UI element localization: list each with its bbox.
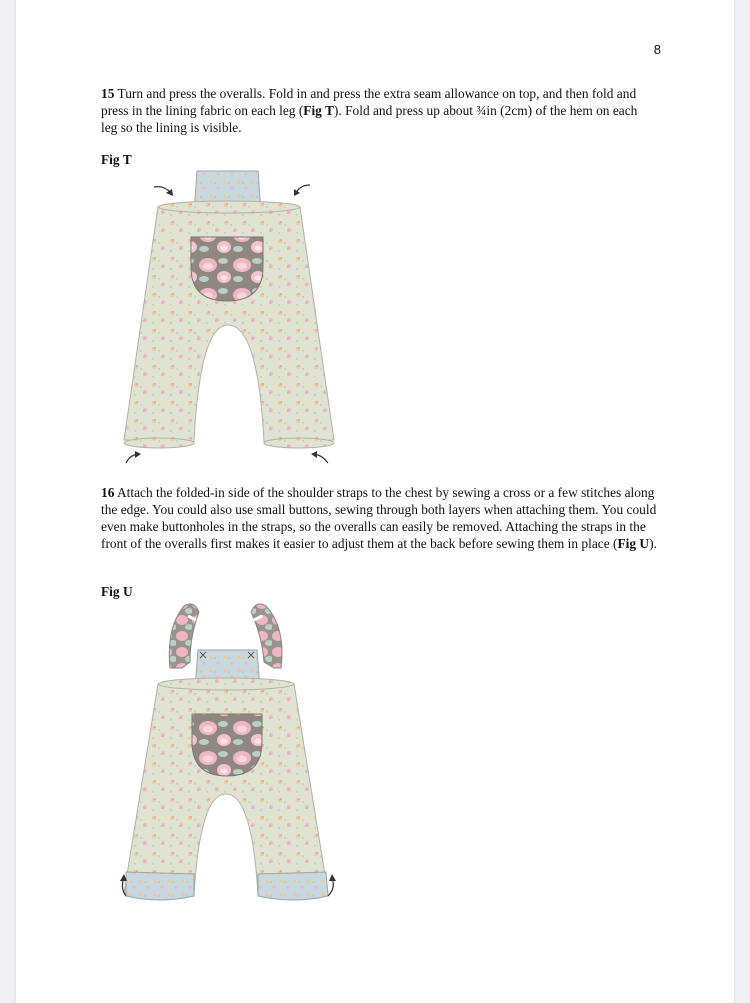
step-16-fig-ref: Fig U — [617, 536, 650, 551]
page-number: 8 — [653, 42, 661, 57]
step-15-text-b: ). Fold and press up about ¾in (2cm) of the hem on each leg so the lining is visible. — [101, 103, 638, 135]
step-16-number: 16 — [101, 485, 115, 500]
fig-t-illustration — [96, 165, 356, 470]
fig-u-label: Fig U — [101, 584, 133, 599]
step-16-text-b: ). — [649, 536, 657, 551]
document-page — [16, 0, 734, 1003]
step-16-paragraph — [101, 484, 657, 552]
step-15-paragraph — [101, 85, 657, 136]
fig-u-illustration — [96, 598, 356, 910]
step-15-number: 15 — [101, 86, 115, 101]
step-15-text-a: Turn and press the overalls. Fold in and press the extra seam allowance on top, and then fold and press in the lining fabric on each leg ( — [101, 86, 637, 118]
step-16-text-a: Attach the folded-in side of the shoulder straps to the chest by sewing a cross or a few stitches along the edge. You could also use small buttons, sewing through both layers when attaching them. You could even make buttonholes in the straps, so the overalls can easily be removed. Attaching the straps in the front of the overalls first makes it easier to adjust them at the back before sewing them in place ( — [101, 485, 657, 551]
step-15-fig-ref: Fig T — [303, 103, 334, 118]
fig-t-label: Fig T — [101, 152, 132, 167]
